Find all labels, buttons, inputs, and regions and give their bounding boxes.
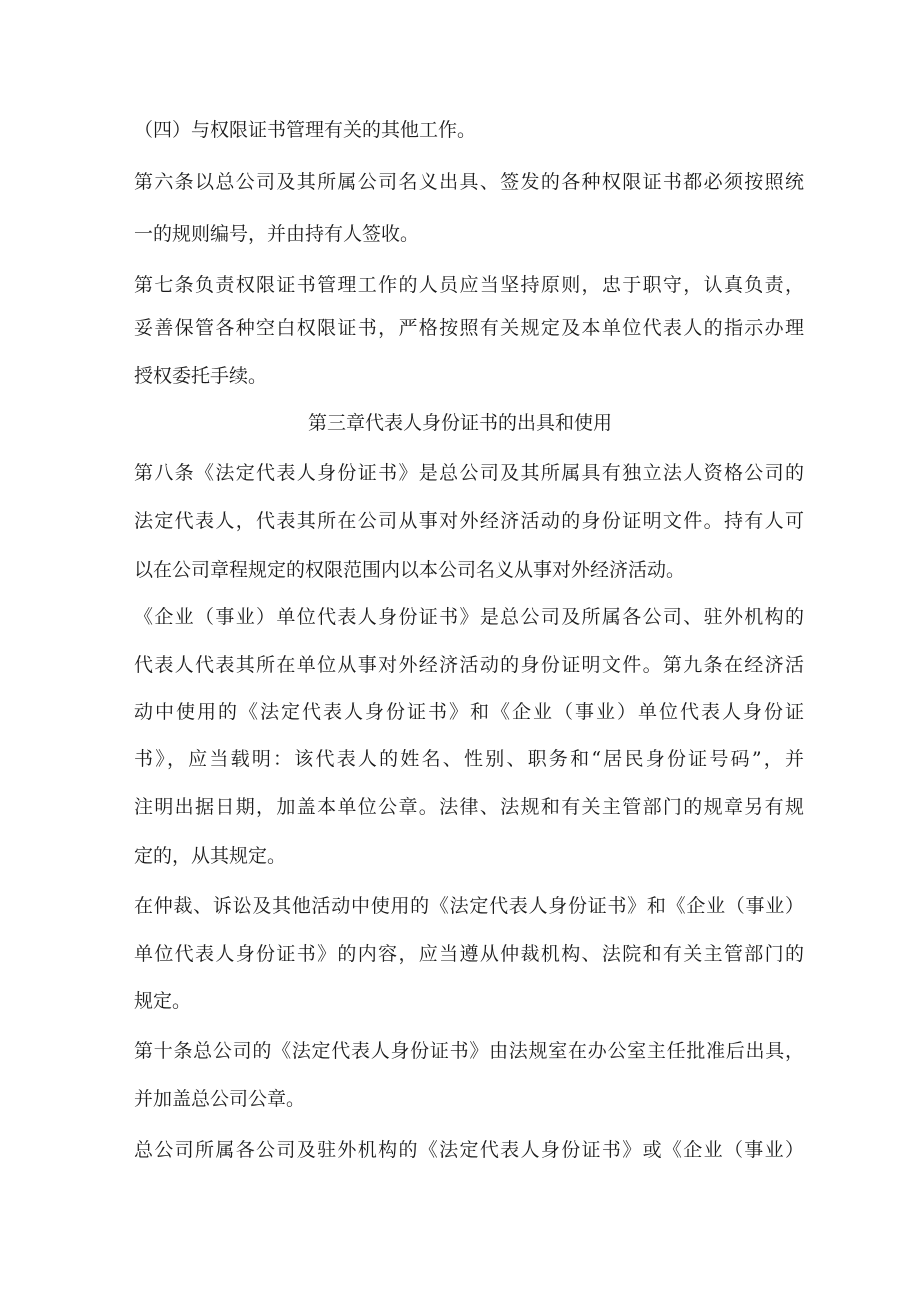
article-8-line-3: 以在公司章程规定的权限范围内以本公司名义从事对外经济活动。	[134, 559, 686, 581]
article-8-line-2: 法定代表人，代表其所在公司从事对外经济活动的身份证明文件。持有人可	[134, 510, 804, 532]
article-7-line-1: 第七条负责权限证书管理工作的人员应当坚持原则，忠于职守，认真负责，	[134, 274, 804, 296]
article-9-line-1: 动中使用的《法定代表人身份证书》和《企业（事业）单位代表人身份证	[134, 701, 804, 723]
article-10-line-2: 并加盖总公司公章。	[134, 1088, 306, 1110]
paragraph-arbitration-line-1: 在仲裁、诉讼及其他活动中使用的《法定代表人身份证书》和《企业（事业）	[134, 895, 804, 917]
article-9-line-3: 注明出据日期，加盖本单位公章。法律、法规和有关主管部门的规章另有规	[134, 796, 804, 818]
article-9-line-2: 书》，应当载明：该代表人的姓名、性别、职务和“居民身份证号码”，并	[134, 748, 804, 770]
article-6-line-2: 一的规则编号，并由持有人签收。	[134, 223, 420, 245]
article-7-line-3: 授权委托手续。	[134, 365, 268, 387]
paragraph-arbitration-line-2: 单位代表人身份证书》的内容，应当遵从仲裁机构、法院和有关主管部门的	[134, 943, 804, 965]
article-9-line-4: 定的，从其规定。	[134, 845, 287, 867]
paragraph-unit-rep-line-2: 代表人代表其所在单位从事对外经济活动的身份证明文件。第九条在经济活	[134, 654, 804, 676]
clause-item-4: （四）与权限证书管理有关的其他工作。	[134, 119, 477, 141]
paragraph-unit-rep-line-1: 《企业（事业）单位代表人身份证书》是总公司及所属各公司、驻外机构的	[134, 606, 804, 628]
paragraph-subsidiaries-line-1: 总公司所属各公司及驻外机构的《法定代表人身份证书》或《企业（事业）	[134, 1139, 804, 1161]
chapter-3-heading: 第三章代表人身份证书的出具和使用	[307, 412, 612, 434]
paragraph-arbitration-line-3: 规定。	[134, 990, 192, 1012]
article-6-line-1: 第六条以总公司及其所属公司名义出具、签发的各种权限证书都必须按照统	[134, 171, 804, 193]
article-8-line-1: 第八条《法定代表人身份证书》是总公司及其所属具有独立法人资格公司的	[134, 462, 804, 484]
article-10-line-1: 第十条总公司的《法定代表人身份证书》由法规室在办公室主任批准后出具，	[134, 1040, 804, 1062]
article-7-line-2: 妥善保管各种空白权限证书，严格按照有关规定及本单位代表人的指示办理	[134, 317, 804, 339]
